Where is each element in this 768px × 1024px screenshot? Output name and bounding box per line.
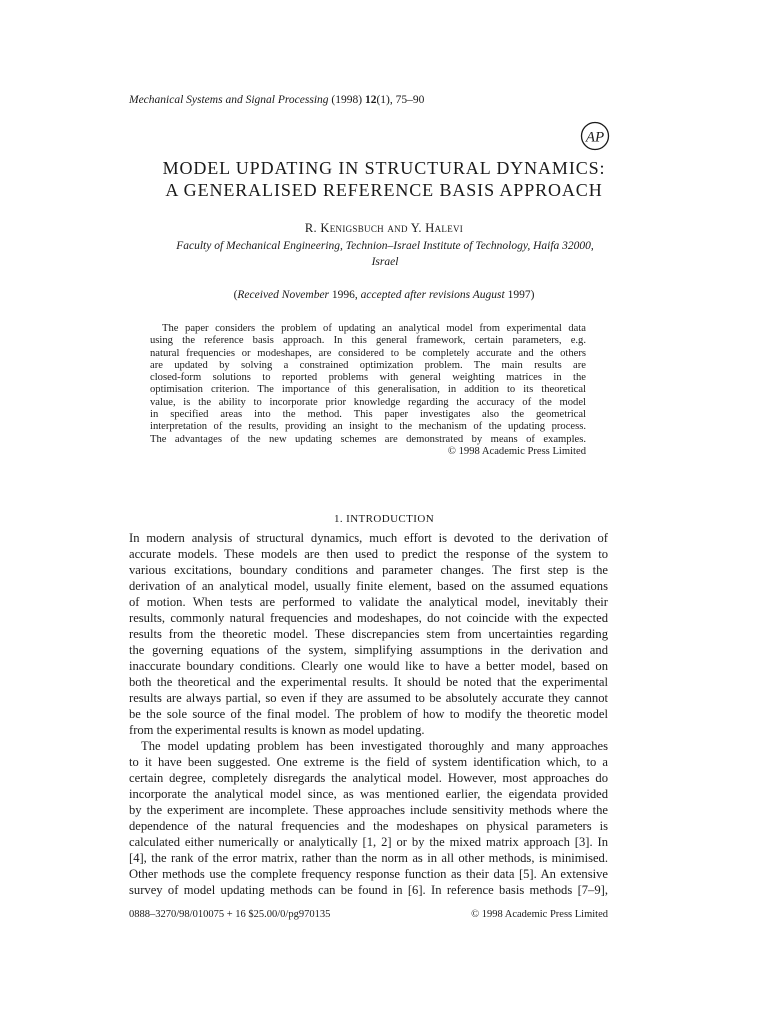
body-line: results, commonly natural frequencies and modeshapes, do not coincide with the expected (129, 611, 608, 625)
accepted-year: 1997) (504, 289, 535, 301)
body-line: the governing equations of the system, simplifying assumptions in the derivation and (129, 643, 608, 657)
ap-publisher-logo (580, 121, 610, 151)
footer-copyright: © 1998 Academic Press Limited (471, 909, 608, 920)
paper-title-line-1: MODEL UPDATING IN STRUCTURAL DYNAMICS: (162, 158, 606, 178)
accepted-label: accepted after revisions August (360, 289, 505, 301)
body-line: Other methods use the complete frequency response function as their data [5]. An extensive (129, 867, 608, 881)
body-line: inaccurate boundary conditions. Clearly one would like to have a better model, based on (129, 659, 608, 673)
abstract-line: optimisation criterion. The importance of this generalisation, in addition to its theoretical (150, 384, 586, 396)
body-line: incorporate the analytical model since, as was mentioned earlier, the eigendata provided (129, 787, 608, 801)
body-line: results are always partial, so even if they are assumed to be absolutely accurate they cannot (129, 691, 608, 705)
body-line: accurate models. These models are then used to predict the response of the system to (129, 547, 608, 561)
abstract-copyright: © 1998 Academic Press Limited (447, 445, 586, 457)
authors: R. Kenigsbuch and Y. Halevi (304, 221, 464, 235)
body-line: by the experiment are incomplete. These approaches include sensitivity methods where the (129, 803, 608, 817)
introduction-body (129, 530, 608, 898)
received-label: Received November (237, 289, 330, 301)
received-dates (0, 289, 768, 301)
body-line: The model updating problem has been investigated thoroughly and many approaches (141, 739, 608, 753)
body-line: certain degree, completely disregards the analytical model. However, most approaches do (129, 771, 608, 785)
abstract-line: value, is the ability to incorporate prior knowledge regarding the accuracy of the model (150, 396, 586, 408)
received-open-paren: ( (233, 289, 238, 301)
body-line: dependence of the natural frequencies and the modeshapes on physical parameters is (129, 819, 608, 833)
journal-volume: 12 (364, 94, 377, 106)
abstract-line: The paper considers the problem of updating an analytical model from experimental data (162, 323, 586, 334)
affiliation-line-1: Faculty of Mechanical Engineering, Technion–Israel Institute of Technology, Haifa 32000, (176, 240, 594, 252)
ap-logo-text: AP (585, 129, 605, 146)
abstract-line: using the reference basis approach. In this general framework, certain parameters, e.g. (150, 335, 586, 347)
journal-issue-pages: (1), 75–90 (376, 94, 425, 106)
body-line: from the experimental results is known as model updating. (129, 723, 425, 737)
abstract-line: The advantages of the new updating schemes are demonstrated by means of examples. (150, 433, 586, 445)
body-line: to it have been suggested. One extreme is the field of system identification which, to a (129, 755, 608, 769)
body-line: various excitations, boundary conditions and parameter changes. The first step is the (129, 563, 608, 577)
abstract-line: interpretation of the results, providing an insight to the mechanism of the updating process. (150, 421, 586, 433)
footer-code: 0888–3270/98/010075 + 16 $25.00/0/pg970135 (129, 909, 331, 920)
journal-citation (129, 94, 424, 106)
body-line: In modern analysis of structural dynamics, much effort is devoted to the derivation of (129, 531, 608, 545)
abstract-line: closed-form solutions to reported problems with general weighting matrices in the (150, 372, 586, 384)
body-line: calculated either numerically or analytically [1, 2] or by the mixed matrix approach [3]. In (129, 835, 608, 849)
section-heading-introduction: 1. INTRODUCTION (333, 513, 435, 525)
body-line: results from the theoretic model. These discrepancies stem from uncertainties regarding (129, 627, 608, 641)
abstract-line: in specified areas into the method. This paper investigates also the geometrical (150, 409, 586, 421)
abstract-line: are updated by solving a constrained optimization problem. The main results are (150, 359, 586, 371)
journal-year: (1998) (331, 94, 363, 106)
body-line: both the theoretical and the experimental results. It should be noted that the experimental (129, 675, 608, 689)
journal-name: Mechanical Systems and Signal Processing (129, 94, 329, 106)
received-year: 1996, (329, 289, 361, 301)
body-line: survey of model updating methods can be found in [6]. In reference basis methods [7–9], (129, 883, 608, 897)
body-line: [4], the rank of the error matrix, rather than the norm as in all other methods, is minimised. (129, 851, 608, 865)
body-line: of motion. When tests are performed to validate the analytical model, inevitably their (129, 595, 608, 609)
abstract (150, 323, 586, 458)
body-line: be the sole source of the final model. The problem of how to modify the theoretic model (129, 707, 608, 721)
abstract-line: natural frequencies or modeshapes, are considered to be completely accurate and the others (150, 347, 586, 359)
affiliation (175, 239, 595, 270)
affiliation-line-2: Israel (371, 255, 399, 268)
body-line: derivation of an analytical model, usually finite element, based on the assumed equations (129, 579, 608, 593)
paper-title-line-2: A GENERALISED REFERENCE BASIS APPROACH (165, 180, 603, 200)
